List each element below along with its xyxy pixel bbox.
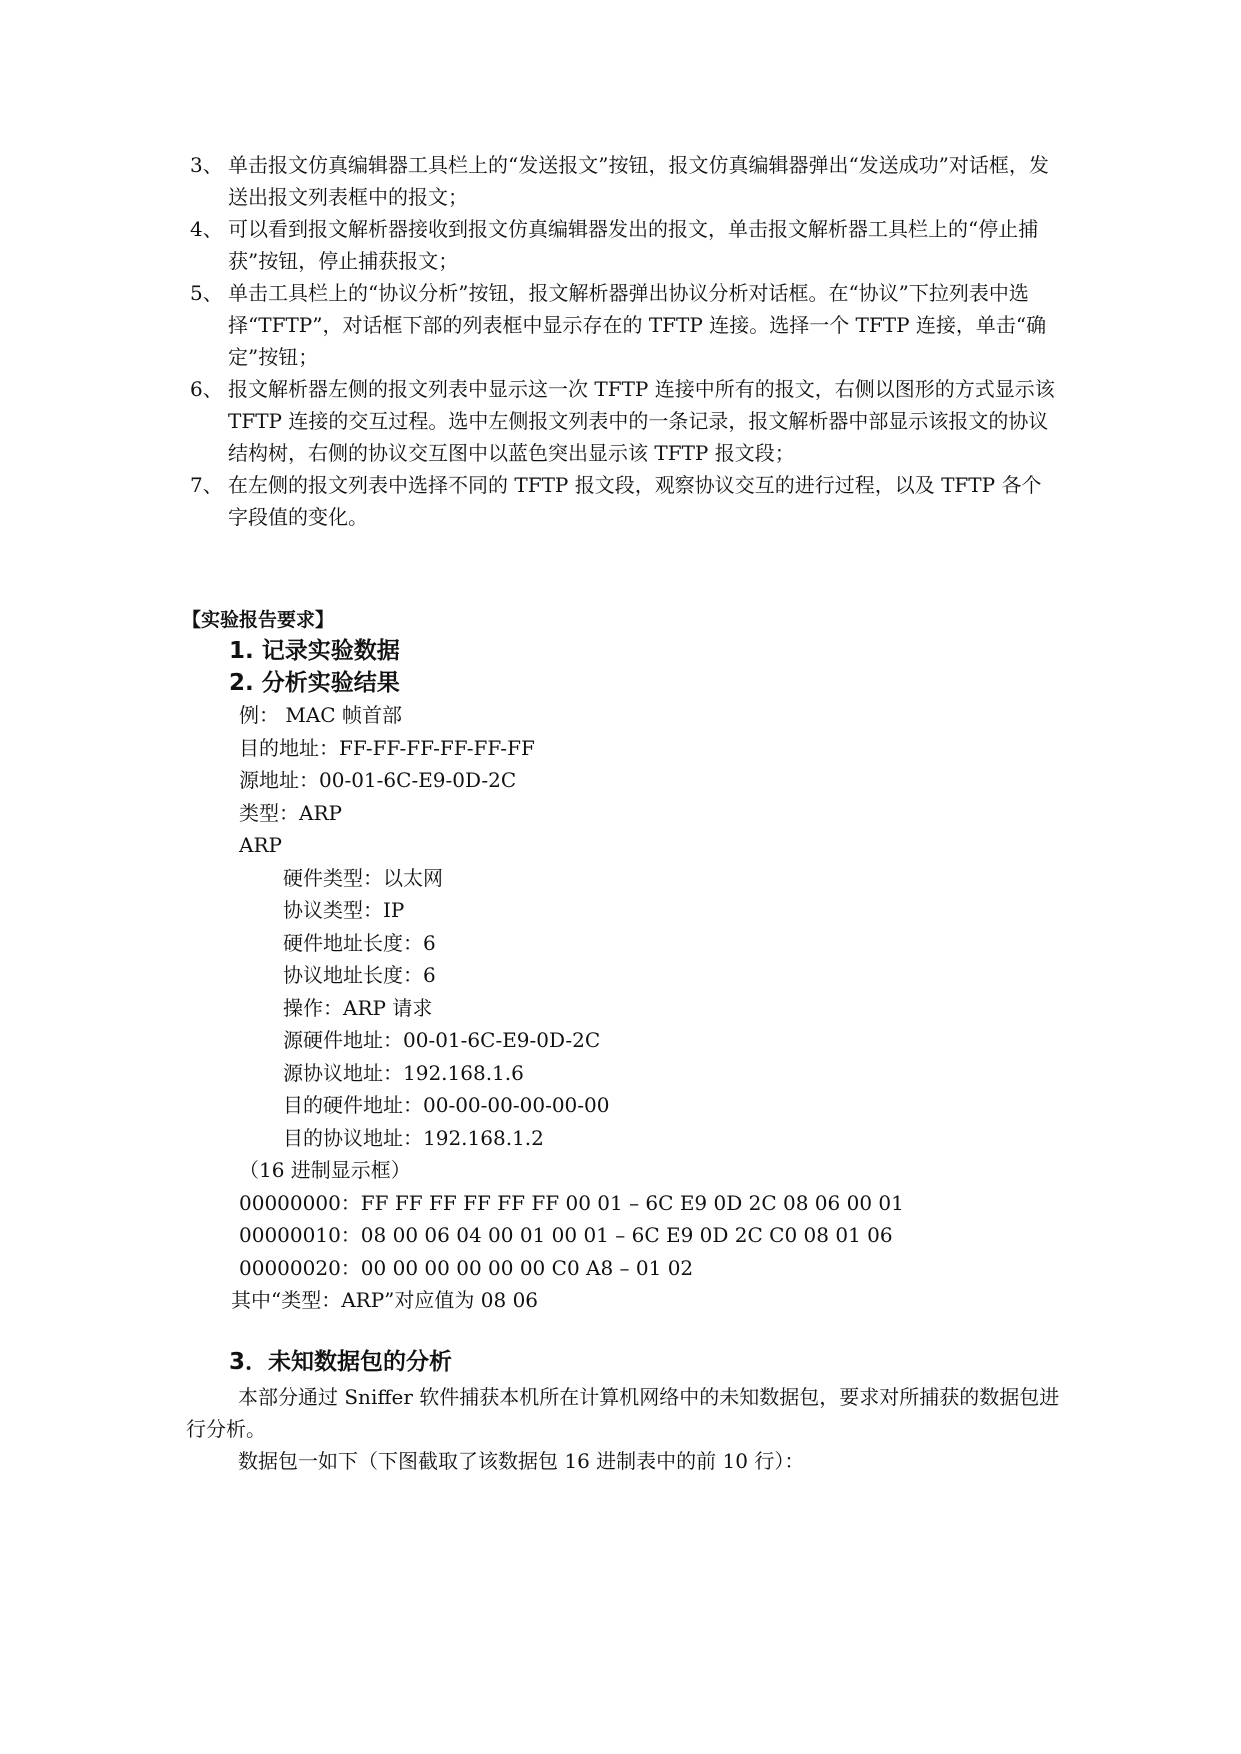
mac-dest-address: 目的地址：FF-FF-FF-FF-FF-FF [239,735,535,760]
arp-field: 协议地址长度：6 [283,963,436,987]
arp-field: 源硬件地址：00-01-6C-E9-0D-2C [283,1028,601,1052]
arp-field: 目的协议地址：192.168.1.2 [283,1125,544,1150]
mac-src-address: 源地址：00-01-6C-E9-0D-2C [239,768,517,792]
record-data-heading: 1. 记录实验数据 [229,638,400,664]
step-number: 7、 [190,473,223,497]
step-text: 报文解析器左侧的报文列表中显示这一次 TFTP 连接中所有的报文，右侧以图形的方式显示该 TFTP 连接的交互过程。选中左侧报文列表中的一条记录，报文解析器中部显示该报文的协议结构树，右侧的协议交互图中以蓝色突出显示该 TFTP 报文段； [228,377,1055,465]
section3-paragraph: 本部分通过 Sniffer 软件捕获本机所在计算机网络中的未知数据包，要求对所捕获的数据包进行分析。 [186,1385,1060,1441]
step-text: 在左侧的报文列表中选择不同的 TFTP 报文段，观察协议交互的进行过程，以及 TFTP 各个字段值的变化。 [228,473,1042,529]
report-requirements [182,605,1066,1317]
arp-field: 目的硬件地址：00-00-00-00-00-00 [283,1093,610,1117]
step-number: 6、 [190,377,223,401]
arp-field: 源协议地址：192.168.1.6 [283,1060,524,1085]
hex-line: 00000020：00 00 00 00 00 00 C0 A8 – 01 02 [239,1255,694,1280]
step-4 [190,213,1060,277]
arp-field: 硬件类型：以太网 [283,865,443,890]
arp-title: ARP [239,833,282,857]
hex-line: 00000010：08 00 06 04 00 01 00 01 – 6C E9 0D 2C C0 08 01 06 [239,1223,893,1247]
step-number: 3、 [190,153,223,177]
step-text: 单击报文仿真编辑器工具栏上的“发送报文”按钮，报文仿真编辑器弹出“发送成功”对话框，发送出报文列表框中的报文； [228,153,1049,209]
step-text: 可以看到报文解析器接收到报文仿真编辑器发出的报文，单击报文解析器工具栏上的“停止捕获”按钮，停止捕获报文； [228,217,1039,273]
section3-paragraph: 数据包一如下（下图截取了该数据包 16 进制表中的前 10 行）： [238,1449,805,1473]
arp-field: 协议类型：IP [283,898,405,922]
step-text: 单击工具栏上的“协议分析”按钮，报文解析器弹出协议分析对话框。在“协议”下拉列表中选择“TFTP”，对话框下部的列表框中显示存在的 TFTP 连接。选择一个 TFTP 连接，单击“确定”按钮； [228,281,1047,369]
unknown-packet-section [186,1345,1066,1477]
arp-field: 操作：ARP 请求 [283,995,433,1020]
section3-heading: 3．未知数据包的分析 [229,1349,453,1375]
hex-line: 00000000：FF FF FF FF FF FF 00 01 – 6C E9 0D 2C 08 06 00 01 [239,1190,904,1215]
step-5 [190,277,1060,373]
analyze-results-heading: 2. 分析实验结果 [229,670,400,696]
step-7 [190,469,1060,533]
step-number: 5、 [190,281,223,305]
procedure-steps [190,149,1060,533]
example-label: 例： MAC 帧首部 [239,703,402,727]
type-note: 其中“类型：ARP”对应值为 08 06 [231,1288,539,1312]
step-number: 4、 [190,217,223,241]
arp-field: 硬件地址长度：6 [283,930,436,955]
step-6 [190,373,1060,469]
step-3 [190,149,1060,213]
mac-type: 类型：ARP [239,800,342,825]
hex-caption: （16 进制显示框） [239,1158,411,1182]
report-heading: 【实验报告要求】 [182,609,335,631]
